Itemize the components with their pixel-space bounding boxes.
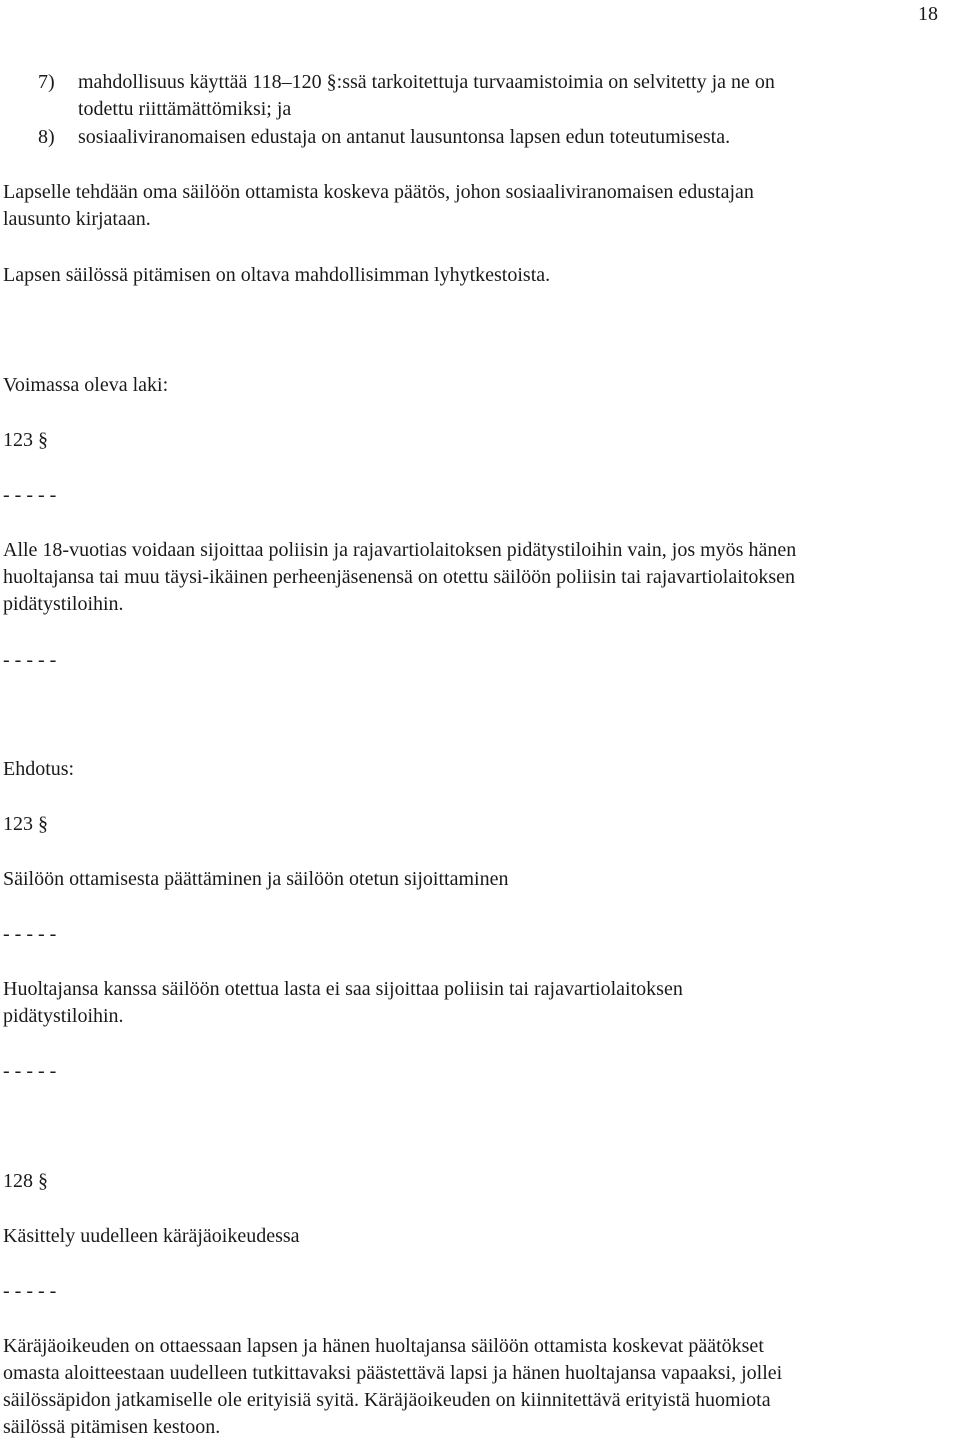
section-title: Käsittely uudelleen käräjäoikeudessa bbox=[3, 1225, 300, 1247]
paragraph-line: huoltajansa tai muu täysi-ikäinen perheenjäsenensä on otettu säilöön poliisin tai rajavartiolaitoksen bbox=[3, 566, 796, 588]
omission-marker: - - - - - bbox=[3, 484, 57, 506]
page-number: 18 bbox=[918, 3, 938, 25]
omission-marker: - - - - - bbox=[3, 649, 57, 671]
paragraph-line: Lapselle tehdään oma säilöön ottamista koskeva päätös, johon sosiaaliviranomaisen edustajan bbox=[3, 181, 754, 203]
list-number: 7) bbox=[38, 71, 55, 93]
list-text: mahdollisuus käyttää 118–120 §:ssä tarkoitettuja turvaamistoimia on selvitetty ja ne on bbox=[78, 71, 775, 93]
list-text-continued: todettu riittämättömiksi; ja bbox=[78, 98, 292, 120]
section-title: Säilöön ottamisesta päättäminen ja säilöön otetun sijoittaminen bbox=[3, 868, 509, 890]
omission-marker: - - - - - bbox=[3, 923, 57, 945]
paragraph-line: Huoltajansa kanssa säilöön otettua lasta ei saa sijoittaa poliisin tai rajavartiolaitoksen bbox=[3, 978, 683, 1000]
paragraph-line: Alle 18-vuotias voidaan sijoittaa poliisin ja rajavartiolaitoksen pidätystiloihin vain, jos myös hänen bbox=[3, 539, 797, 561]
list-number: 8) bbox=[38, 126, 55, 148]
list-text: sosiaaliviranomaisen edustaja on antanut lausuntonsa lapsen edun toteutumisesta. bbox=[78, 126, 731, 148]
paragraph-line: säilössäpidon jatkamiselle ole erityisiä syitä. Käräjäoikeuden on kiinnitettävä erityistä huomiota bbox=[3, 1389, 771, 1411]
paragraph-line: pidätystiloihin. bbox=[3, 1005, 124, 1027]
proposal-heading: Ehdotus: bbox=[3, 758, 75, 780]
paragraph-line: lausunto kirjataan. bbox=[3, 208, 151, 230]
section-number: 123 § bbox=[3, 813, 48, 835]
list-item-7 bbox=[38, 69, 775, 123]
paragraph-line: pidätystiloihin. bbox=[3, 593, 124, 615]
current-law-heading: Voimassa oleva laki: bbox=[3, 374, 169, 396]
paragraph-line: omasta aloitteestaan uudelleen tutkittavaksi päästettävä lapsi ja hänen huoltajansa vapaaksi, jollei bbox=[3, 1362, 783, 1384]
paragraph: Lapsen säilössä pitämisen on oltava mahdollisimman lyhytkestoista. bbox=[3, 264, 551, 286]
section-number: 123 § bbox=[3, 429, 48, 451]
paragraph-line: Käräjäoikeuden on ottaessaan lapsen ja hänen huoltajansa säilöön ottamista koskevat päätökset bbox=[3, 1335, 764, 1357]
section-number: 128 § bbox=[3, 1170, 48, 1192]
omission-marker: - - - - - bbox=[3, 1280, 57, 1302]
omission-marker: - - - - - bbox=[3, 1060, 57, 1082]
list-item-8 bbox=[38, 124, 730, 151]
paragraph-line: säilössä pitämisen kestoon. bbox=[3, 1416, 221, 1438]
